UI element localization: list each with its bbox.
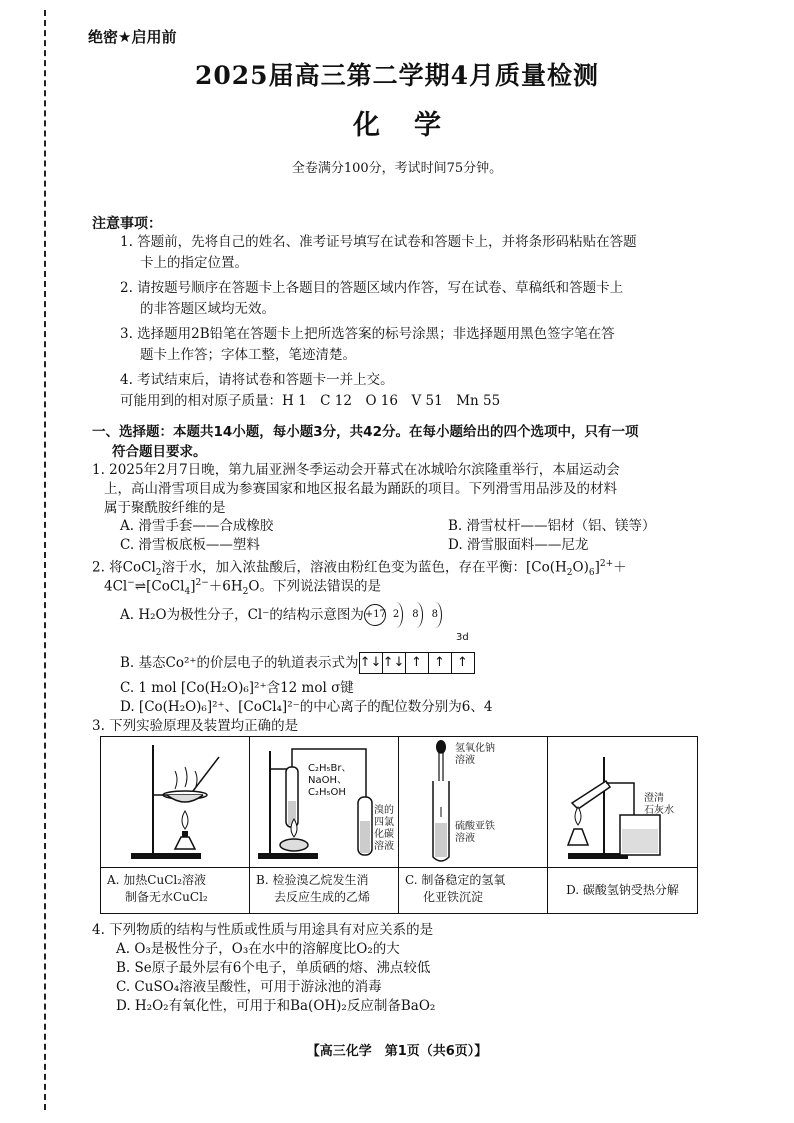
bromine-solution-label: 溴的 四氯 化碳 溶液 <box>374 805 394 852</box>
notice-item: 1. 答题前，先将自己的姓名、准考证号填写在试卷和答题卡上，并将条形码粘贴在答题 卡上的指定位置。 <box>120 234 637 271</box>
nucleus-circle: +17 <box>364 604 386 626</box>
orbital-box-cell: ↑↓ <box>360 653 383 673</box>
page-title: 2025届高三第二学期4月质量检测 <box>195 61 599 90</box>
apparatus-b <box>250 737 399 867</box>
q2-option-d: D. [Co(H₂O)₆]²⁺、[CoCl₄]²⁻的中心离子的配位数分别为6、4 <box>120 699 493 715</box>
orbital-box-cell: ↑ <box>457 655 468 670</box>
electron-shells: 2 8 8 <box>390 602 442 628</box>
confidential-label: 绝密★启用前 <box>88 28 177 46</box>
q2-equilibrium: $4Cl^-\rightleftharpoons[CoCl_4]^{2-}+6H_2O$。下列说法错误的是 <box>104 578 381 598</box>
q4-option-b: B. Se原子最外层有6个电子，单质硒的熔、沸点较低 <box>116 960 431 976</box>
caption-b: B. 检验溴乙烷发生消 去反应生成的乙烯 <box>250 867 399 913</box>
orbital-box-cell: ↑↓ <box>383 653 406 673</box>
subject-title: 化学 <box>353 110 475 141</box>
orbital-diagram <box>359 652 475 674</box>
orbital-box-cell: ↑ <box>429 653 452 673</box>
q4-option-d: D. H₂O₂有氧化性，可用于和Ba(OH)₂反应制备BaO₂ <box>116 998 436 1014</box>
q1-option-a: A. 滑雪手套——合成橡胶 <box>120 518 274 534</box>
apparatus-c <box>399 737 548 867</box>
q2-option-a: A. H₂O为极性分子，Cl⁻的结构示意图为 +17 2 8 8 <box>120 602 442 628</box>
orbital-label: 3d <box>456 632 469 643</box>
exam-info: 全卷满分100分，考试时间75分钟。 <box>291 161 503 176</box>
section-title: 一、选择题：本题共14小题，每小题3分，共42分。在每小题给出的四个选项中，只有一项 <box>92 424 639 440</box>
apparatus-a <box>101 737 250 867</box>
notice-item: 3. 选择题用2B铅笔在答题卡上把所选答案的标号涂黑；非选择题用黑色签字笔在答 题卡上作答；字体工整，笔迹清楚。 <box>120 326 615 363</box>
feso4-label: 硫酸亚铁 溶液 <box>455 821 495 844</box>
q1-option-c: C. 滑雪板底板——塑料 <box>120 537 260 553</box>
orbital-box-cell: ↑ <box>406 653 429 673</box>
q1-option-d: D. 滑雪服面料——尼龙 <box>448 537 589 553</box>
notice-title: 注意事项： <box>92 216 162 232</box>
notice-list <box>120 232 740 412</box>
experiment-table <box>100 736 698 914</box>
limewater-label: 澄清 石灰水 <box>644 793 674 816</box>
section-title-cont: 符合题目要求。 <box>112 444 207 460</box>
q2-option-c: C. 1 mol [Co(H₂O)₆]²⁺含12 mol σ键 <box>120 680 354 696</box>
q1-stem-cont: 上，高山滑雪项目成为参赛国家和地区报名最为踊跃的项目。下列滑雪用品涉及的材料 <box>104 481 617 497</box>
apparatus-d <box>548 737 697 867</box>
q4-option-a: A. O₃是极性分子，O₃在水中的溶解度比O₂的大 <box>116 941 400 957</box>
naoh-label: 氢氧化钠 溶液 <box>455 743 495 766</box>
q4-stem: 4. 下列物质的结构与性质或性质与用途具有对应关系的是 <box>92 922 434 938</box>
q2-option-b: B. 基态Co²⁺的价层电子的轨道表示式为 ↑↓ ↑↓ ↑ ↑ ↑ <box>120 652 475 674</box>
q1-option-b: B. 滑雪杖杆——铝材（铝、镁等） <box>448 518 656 534</box>
notice-item: 4. 考试结束后，请将试卷和答题卡一并上交。 <box>120 372 394 388</box>
atomic-masses: 可能用到的相对原子质量：H 1 C 12 O 16 V 51 Mn 55 <box>120 393 501 409</box>
caption-d: D. 碳酸氢钠受热分解 <box>548 867 697 913</box>
q4-option-c: C. CuSO₄溶液呈酸性，可用于游泳池的消毒 <box>116 979 382 995</box>
q3-stem: 3. 下列实验原理及装置均正确的是 <box>92 718 299 734</box>
q1-stem: 1. 2025年2月7日晚，第九届亚洲冬季运动会开幕式在冰城哈尔滨隆重举行，本届运动会 <box>92 462 620 478</box>
notice-item: 2. 请按题号顺序在答题卡上各题目的答题区域内作答，写在试卷、草稿纸和答题卡上 的非答题区域均无效。 <box>120 280 624 317</box>
q2-stem: 2. 将CoCl$_2$溶于水，加入浓盐酸后，溶液由粉红色变为蓝色，存在平衡：$[Co(H_2O)_6]^{2+}+$ <box>92 559 627 579</box>
apparatus-a-drawing <box>101 737 249 867</box>
page-footer: 【高三化学 第1页（共6页）】 <box>306 1044 488 1059</box>
reagent-label: C₂H₅Br、 NaOH、 C₂H₅OH <box>308 763 352 798</box>
q1-stem-cont: 属于聚酰胺纤维的是 <box>104 500 226 516</box>
caption-c: C. 制备稳定的氢氧 化亚铁沉淀 <box>399 867 548 913</box>
caption-a: A. 加热CuCl₂溶液 制备无水CuCl₂ <box>101 867 250 913</box>
